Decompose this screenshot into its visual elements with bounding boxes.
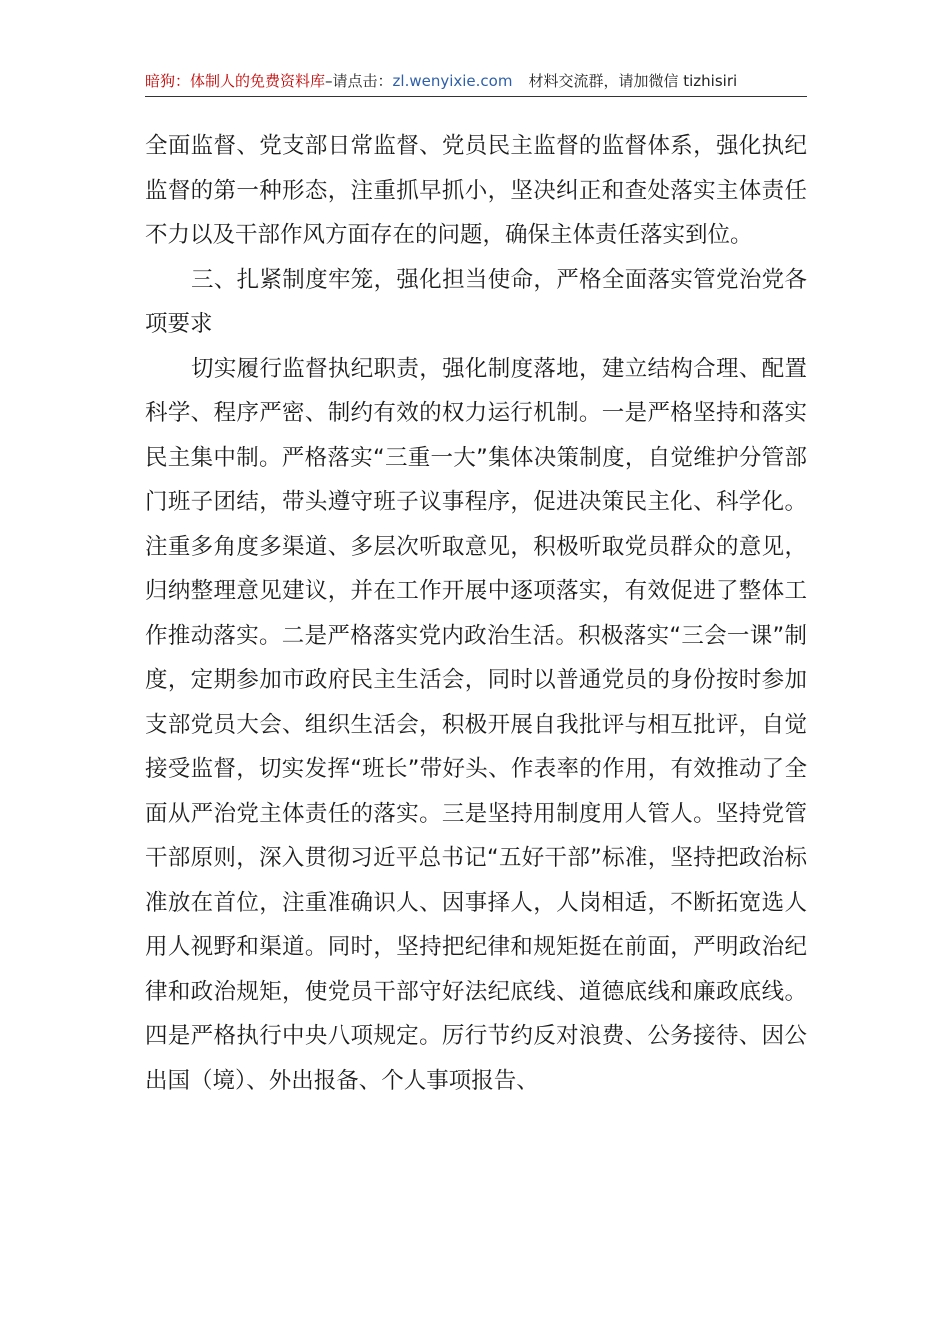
paragraph-main: 切实履行监督执纪职责，强化制度落地，建立结构合理、配置科学、程序严密、制约有效的权力运行机制。一是严格坚持和落实民主集中制。严格落实“三重一大”集体决策制度，自觉维护分管部门班子团结，带头遵守班子议事程序，促进决策民主化、科学化。注重多角度多渠道、多层次听取意见，积极听取党员群众的意见，归纳整理意见建议，并在工作开展中逐项落实，有效促进了整体工作推动落实。二是严格落实党内政治生活。积极落实“三会一课”制度，定期参加市政府民主生活会，同时以普通党员的身份按时参加支部党员大会、组织生活会，积极开展自我批评与相互批评，自觉接受监督，切实发挥“班长”带好头、作表率的作用，有效推动了全面从严治党主体责任的落实。三是坚持用制度用人管人。坚持党管干部原则，深入贯彻习近平总书记“五好干部”标准，坚持把政治标准放在首位，注重准确识人、因事择人，人岗相适，不断拓宽选人用人视野和渠道。同时，坚持把纪律和规矩挺在前面，严明政治纪律和政治规矩，使党员干部守好法纪底线、道德底线和廉政底线。四是严格执行中央八项规定。厉行节约反对浪费、公务接待、因公出国（境）、外出报备、个人事项报告、 bbox=[145, 355, 807, 1094]
section-heading: 三、扎紧制度牢笼，强化担当使命，严格全面落实管党治党各项要求 bbox=[145, 266, 807, 337]
document-body bbox=[145, 124, 807, 1103]
page-header bbox=[145, 66, 807, 97]
header-prompt: –请点击： bbox=[325, 72, 393, 90]
header-group-note: 材料交流群，请加微信 tizhisiri bbox=[528, 72, 738, 90]
header-url-link[interactable]: zl.wenyixie.com bbox=[392, 72, 513, 90]
header-brand-link[interactable]: 暗狗：体制人的免费资料库 bbox=[145, 72, 326, 90]
paragraph-continuation: 全面监督、党支部日常监督、党员民主监督的监督体系，强化执纪监督的第一种形态，注重抓早抓小，坚决纠正和查处落实主体责任不力以及干部作风方面存在的问题，确保主体责任落实到位。 bbox=[145, 133, 807, 248]
